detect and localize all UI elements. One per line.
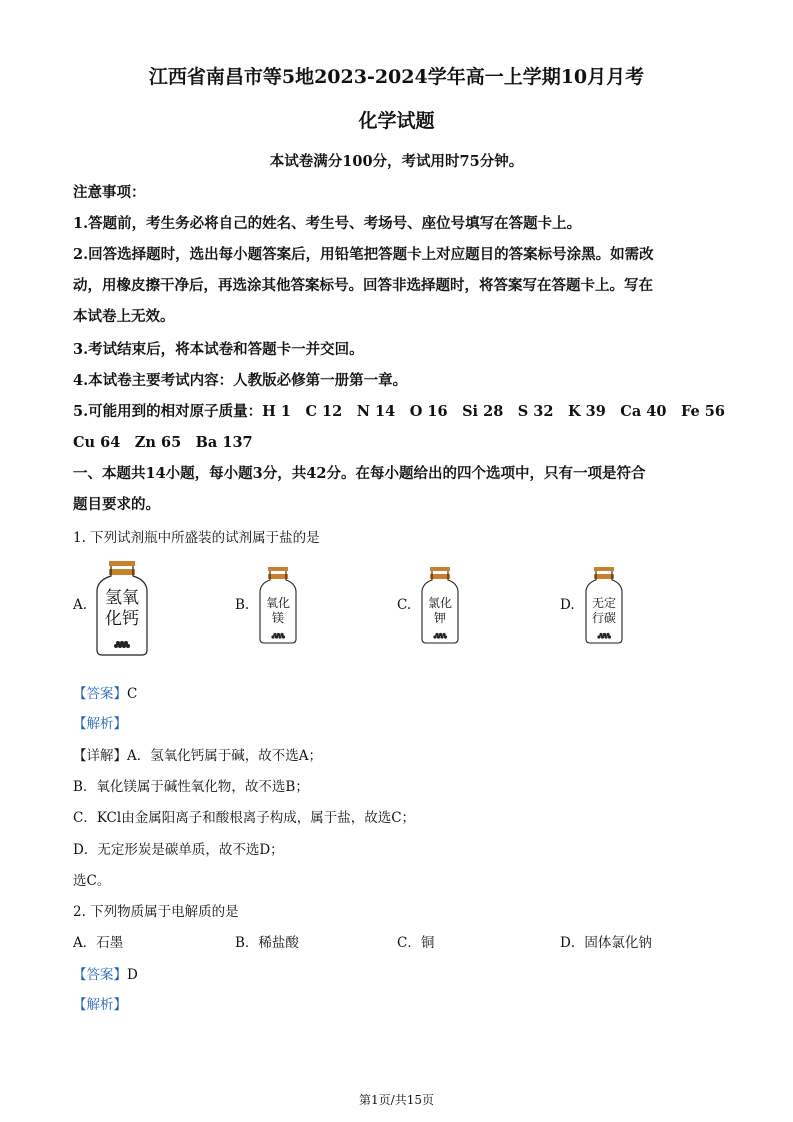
q1-detail-d: D．无定形炭是碳单质，故不选D； xyxy=(73,842,284,858)
q1-detail-tag: 【详解】 xyxy=(73,748,127,764)
q2-analysis-tag: 【解析】 xyxy=(73,997,127,1013)
q1-detail-b: B．氧化镁属于碱性氧化物，故不选B； xyxy=(73,779,309,795)
bottle-c-label-line-2: 钾 xyxy=(433,611,446,625)
bottle-b-label-line-2: 镁 xyxy=(271,611,284,625)
bottle-d-label xyxy=(584,596,624,626)
bottle-a-label-line-2: 化钙 xyxy=(105,609,139,629)
question-1-stem: 1. 下列试剂瓶中所盛装的试剂属于盐的是 xyxy=(73,530,320,546)
q1-detail-c: C．KCl由金属阳离子和酸根离子构成，属于盐，故选C； xyxy=(73,810,416,826)
section-1-line-2: 题目要求的。 xyxy=(73,496,160,513)
page-title: 江西省南昌市等5地2023-2024学年高一上学期10月月考 xyxy=(148,66,645,88)
option-c-letter: C. xyxy=(397,597,412,613)
bottle-c-label xyxy=(420,596,460,626)
question-2-stem: 2. 下列物质属于电解质的是 xyxy=(73,904,239,920)
q2-option-b: B．稀盐酸 xyxy=(235,935,299,951)
bottle-a-label-line-1: 氢氧 xyxy=(105,588,139,608)
q2-option-c: C．铜 xyxy=(397,935,435,951)
option-d-letter: D. xyxy=(560,597,575,613)
q2-option-d: D．固体氯化钠 xyxy=(560,935,652,951)
note-item-2-line-1: 2.回答选择题时，选出每小题答案后，用铅笔把答题卡上对应题目的答案标号涂黑。如需改 xyxy=(73,246,654,263)
note-item-2-line-3: 本试卷上无效。 xyxy=(73,308,175,325)
option-a-letter: A. xyxy=(73,597,88,613)
q1-detail-a-text: A．氢氧化钙属于碱，故不选A； xyxy=(127,748,322,764)
q1-answer-tag: 【答案】 xyxy=(73,686,127,702)
note-item-1: 1.答题前，考生务必将自己的姓名、考生号、考场号、座位号填写在答题卡上。 xyxy=(73,215,582,232)
bottle-b-label-line-1: 氧化 xyxy=(265,596,290,610)
notes-heading: 注意事项： xyxy=(73,184,146,201)
bottle-b-label xyxy=(258,596,298,626)
bottle-d-label-line-1: 无定 xyxy=(591,596,616,610)
q1-analysis-tag: 【解析】 xyxy=(73,716,127,732)
q2-answer-value: D xyxy=(127,967,138,983)
note-item-5-line-1: 5.可能用到的相对原子质量：H 1 C 12 N 14 O 16 Si 28 S 32 K 39 Ca 40 Fe 56 xyxy=(73,403,725,420)
option-b-letter: B. xyxy=(235,597,250,613)
q1-answer-row xyxy=(73,682,137,702)
q2-answer-tag: 【答案】 xyxy=(73,967,127,983)
page-footer: 第1页/共15页 xyxy=(359,1093,434,1107)
exam-info: 本试卷满分100分，考试用时75分钟。 xyxy=(269,153,524,170)
section-1-line-1: 一、本题共14小题，每小题3分，共42分。在每小题给出的四个选项中，只有一项是符合 xyxy=(73,465,646,482)
bottle-a-label xyxy=(94,588,150,630)
q2-option-a: A．石墨 xyxy=(73,935,124,951)
q1-conclusion: 选C。 xyxy=(73,873,111,889)
q1-detail-a xyxy=(73,744,322,764)
q2-answer-row xyxy=(73,963,138,983)
note-item-4: 4.本试卷主要考试内容：人教版必修第一册第一章。 xyxy=(73,372,408,389)
note-item-5-line-2: Cu 64 Zn 65 Ba 137 xyxy=(73,434,253,451)
note-item-2-line-2: 动，用橡皮擦干净后，再选涂其他答案标号。回答非选择题时，将答案写在答题卡上。写在 xyxy=(73,277,653,294)
bottle-d-label-line-2: 行碳 xyxy=(591,611,616,625)
page-subtitle: 化学试题 xyxy=(358,110,435,132)
bottle-c-label-line-1: 氯化 xyxy=(427,596,452,610)
q1-answer-value: C xyxy=(127,686,138,702)
note-item-3: 3.考试结束后，将本试卷和答题卡一并交回。 xyxy=(73,341,364,358)
